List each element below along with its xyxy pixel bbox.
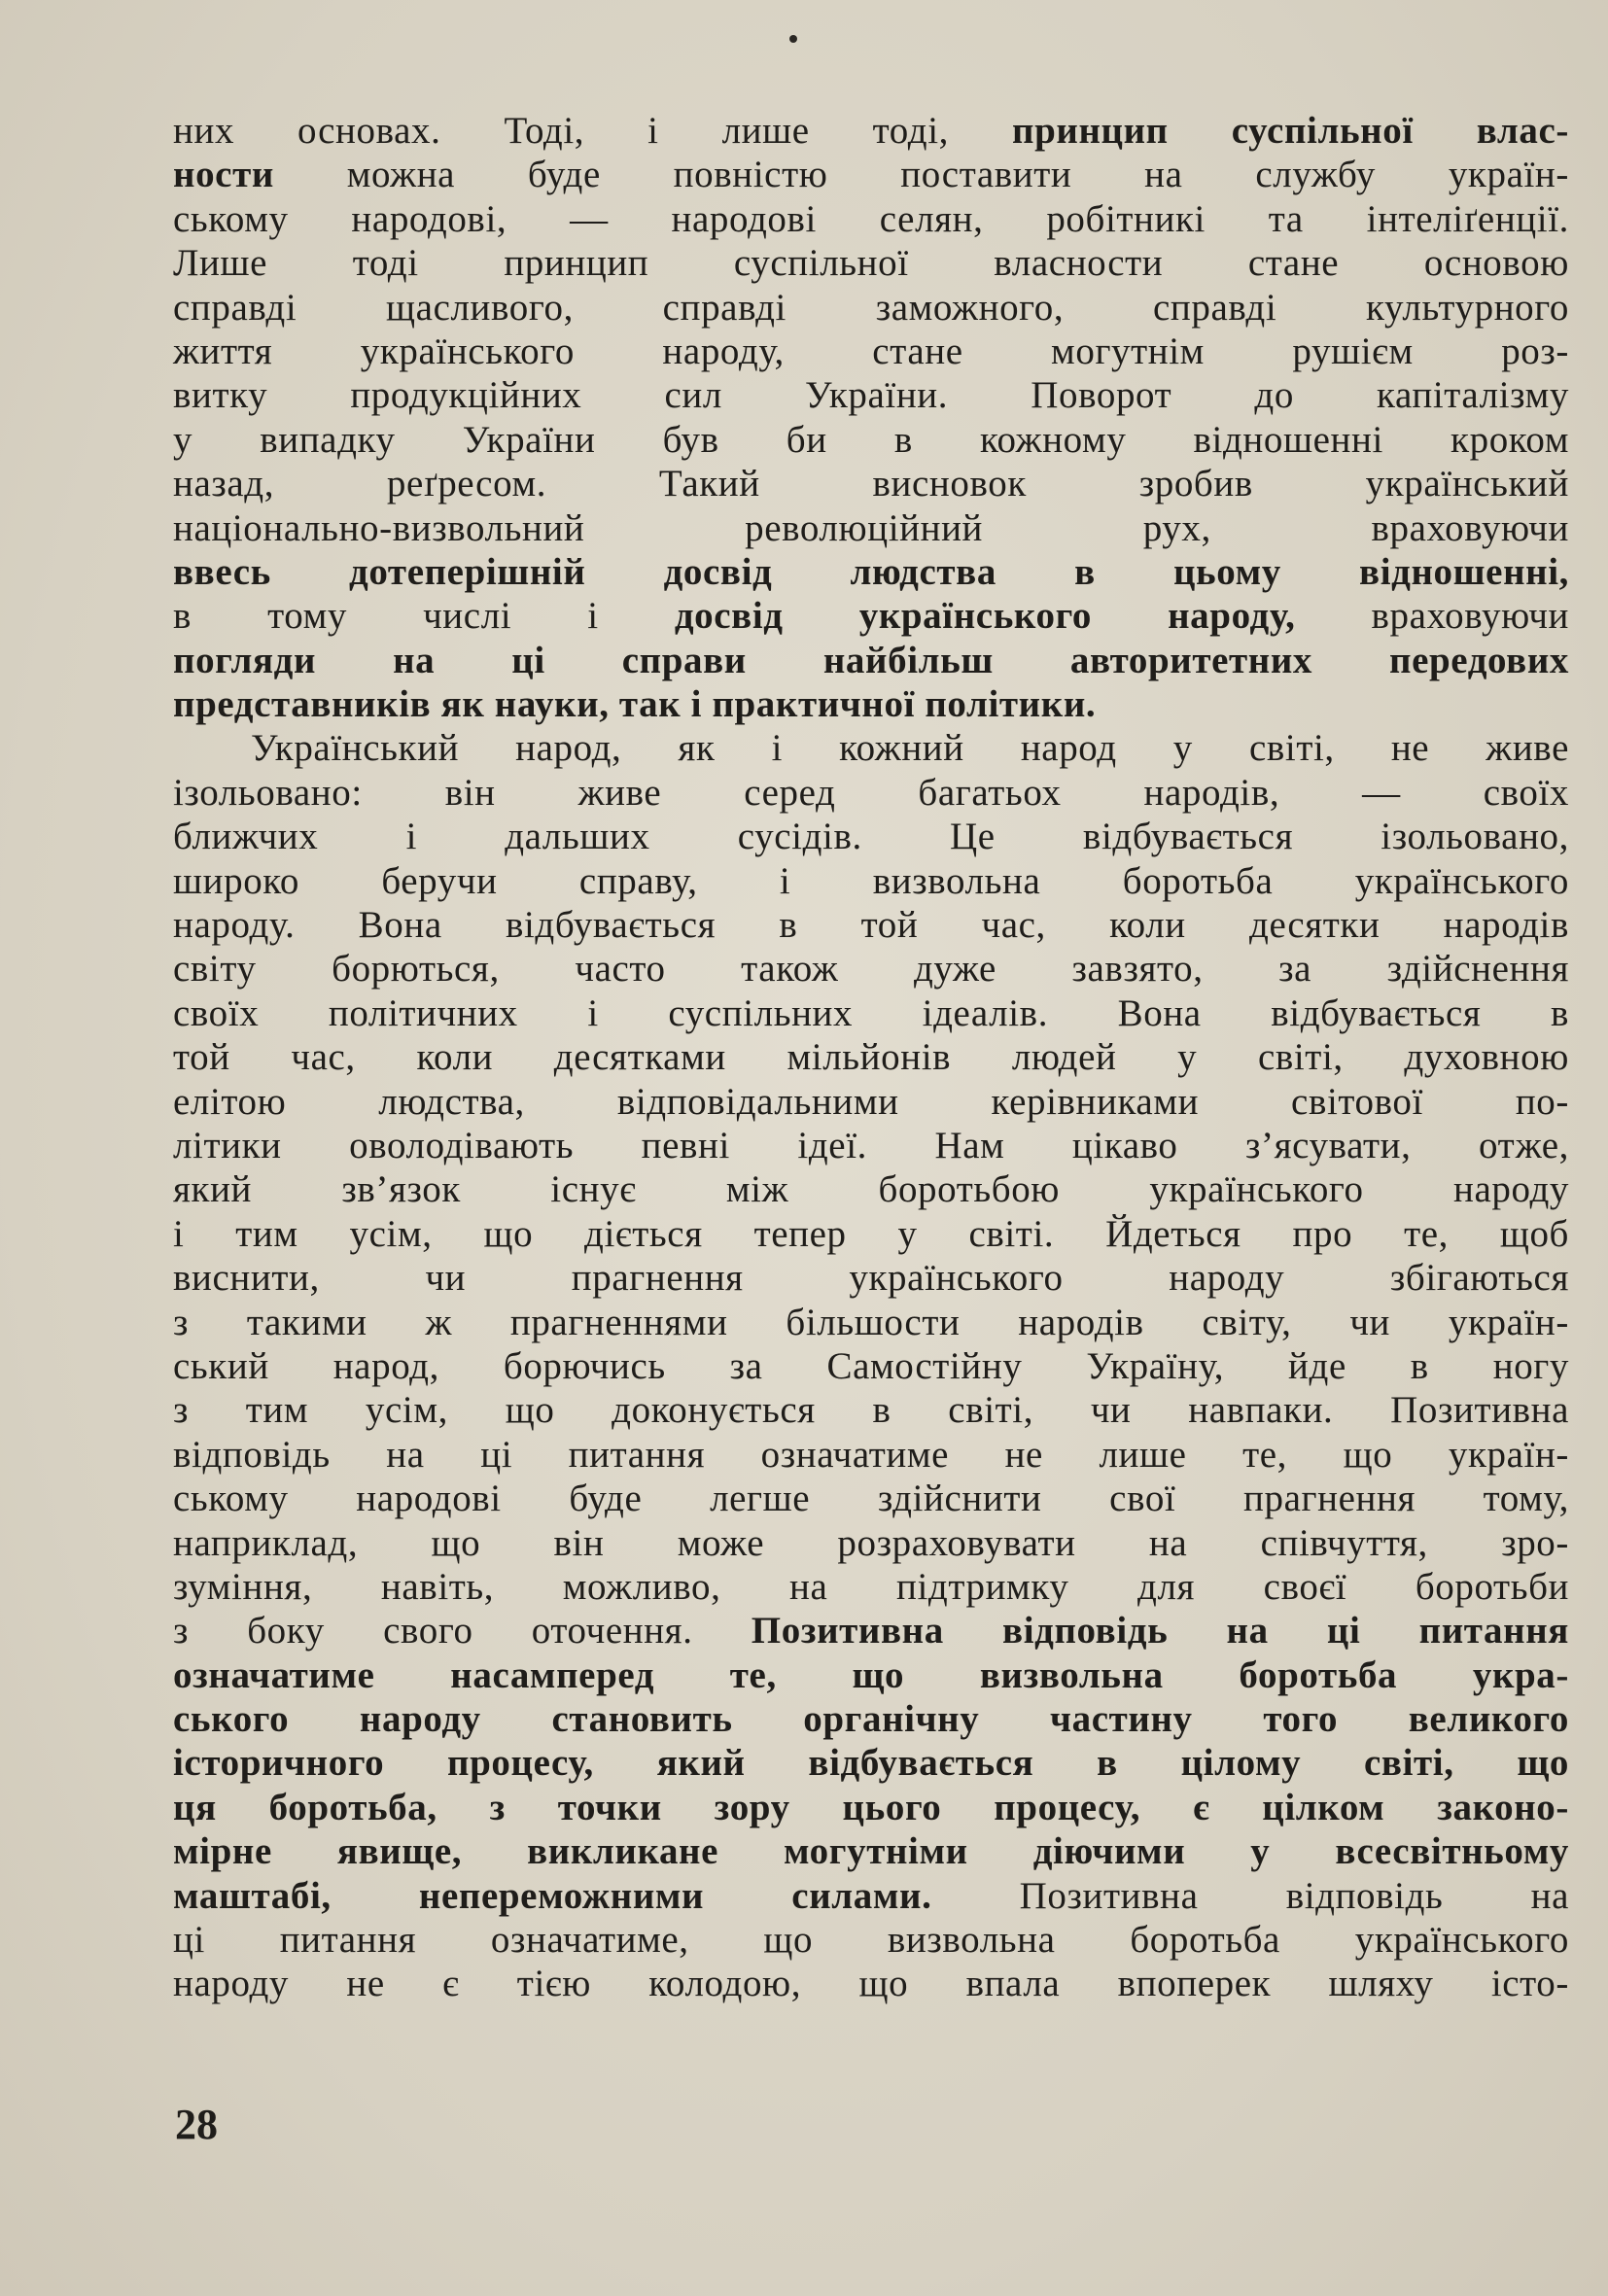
text-segment: з такими ж прагненнями більшости народів світу, чи україн- [173,1301,1569,1343]
text-line [173,1212,1569,1256]
text-segment: народу. Вона відбувається в той час, коли десятки народів [173,904,1569,947]
bold-text-segment: ського народу становить органічну частину того великого [173,1698,1569,1741]
text-segment: ському народові, — народові селян, робітникі та інтеліґенції. [173,197,1569,240]
text-line [173,726,1569,770]
text-segment: відповідь на ці питання означатиме не лише те, що україн- [173,1433,1569,1476]
text-segment: витку продукційних сил України. Поворот до капіталізму [173,374,1569,417]
text-line [173,550,1569,594]
text-line [173,639,1569,682]
body-text [173,109,1569,2006]
text-segment: з тим усім, що доконується в світі, чи навпаки. Позитивна [173,1389,1569,1432]
text-segment: назад, реґресом. Такий висновок зробив український [173,463,1569,505]
bold-text-segment: представників як науки, так і практичної політики. [173,683,1097,726]
text-line [173,1653,1569,1697]
text-line [173,241,1569,285]
text-segment: і тим усім, що діється тепер у світі. Йдеться про те, щоб [173,1212,1569,1255]
bold-text-segment: маштабі, непереможними силами. [173,1874,932,1917]
text-line [173,594,1569,638]
text-line [173,1741,1569,1785]
text-line [173,1080,1569,1124]
text-segment: народу не є тією колодою, що впала впоперек шляху істо- [173,1963,1569,2005]
text-line [173,330,1569,373]
text-line [173,153,1569,196]
text-segment: широко беручи справу, і визвольна боротьба українського [173,859,1569,902]
text-line [173,771,1569,815]
text-segment: ці питання означатиме, що визвольна боротьба українського [173,1919,1569,1962]
text-segment: враховуючи [1295,595,1570,638]
text-line [173,1697,1569,1741]
text-line [173,947,1569,991]
page-number: 28 [175,2101,218,2148]
text-line [173,1521,1569,1565]
text-line [173,1829,1569,1873]
bold-text-segment: історичного процесу, який відбувається в цілому світі, що [173,1742,1569,1785]
text-segment: ському народові буде легше здійснити свої прагнення тому, [173,1478,1569,1520]
text-segment: світу борються, часто також дуже завзято, за здійснення [173,948,1569,991]
text-line [173,1433,1569,1477]
text-line [173,1035,1569,1079]
text-segment: з боку свого оточення. [173,1610,752,1652]
text-line [173,1918,1569,1962]
text-segment: елітою людства, відповідальними керівниками світової по- [173,1080,1569,1123]
bold-text-segment: означатиме насамперед те, що визвольна боротьба укра- [173,1653,1569,1696]
text-segment: життя українського народу, стане могутнім рушієм роз- [173,330,1569,372]
text-line [173,1167,1569,1211]
text-line [173,1124,1569,1167]
text-line [173,1786,1569,1829]
decorative-dot [789,35,797,43]
bold-text-segment: принцип суспільної влас- [1012,110,1570,152]
bold-text-segment: досвід українського народу, [674,595,1296,638]
text-segment: той час, коли десятками мільйонів людей у світі, духовною [173,1036,1569,1079]
text-line [173,1301,1569,1344]
bold-text-segment: Позитивна відповідь на ці питання [751,1610,1569,1652]
bold-text-segment: ности [173,154,274,196]
text-segment: них основах. Тоді, і лише тоді, [173,110,1013,152]
bold-text-segment: мірне явище, викликане могутніми діючими у всесвітньому [173,1830,1569,1873]
text-segment: справді щасливого, справді заможного, справді культурного [173,286,1569,329]
text-segment: який зв’язок існує між боротьбою українського народу [173,1168,1569,1211]
text-segment: зуміння, навіть, можливо, на підтримку для своєї боротьби [173,1565,1569,1608]
text-line [173,815,1569,858]
text-line [173,109,1569,153]
text-line [173,1874,1569,1918]
text-segment: Лише тоді принцип суспільної власности стане основою [173,242,1569,285]
bold-text-segment: ввесь дотеперішній досвід людства в цьому відношенні, [173,550,1569,593]
text-segment: ізольовано: він живе серед багатьох народів, — своїх [173,771,1569,814]
text-line [173,1388,1569,1432]
text-segment: своїх політичних і суспільних ідеалів. Вона відбувається в [173,991,1569,1034]
bold-text-segment: ця боротьба, з точки зору цього процесу, є цілком законо- [173,1786,1569,1828]
text-line [173,286,1569,330]
text-line [173,506,1569,550]
text-segment: Позитивна відповідь на [931,1874,1569,1917]
text-segment: наприклад, що він може розраховувати на співчуття, зро- [173,1521,1569,1564]
text-line [173,1344,1569,1388]
text-segment: у випадку України був би в кожному відношенні кроком [173,418,1569,461]
text-line [173,1477,1569,1520]
text-line [173,859,1569,903]
text-line [173,418,1569,462]
text-segment: ближчих і дальших сусідів. Це відбувається ізольовано, [173,816,1569,858]
text-segment: ський народ, борючись за Самостійну Україну, йде в ногу [173,1344,1569,1387]
bold-text-segment: погляди на ці справи найбільш авторитетних передових [173,639,1569,681]
text-line [173,991,1569,1035]
text-line [173,373,1569,417]
text-line [173,1565,1569,1609]
text-segment: в тому числі і [173,595,675,638]
text-line [173,682,1569,726]
text-line [173,1609,1569,1652]
text-segment: літики оволодівають певні ідеї. Нам цікаво з’ясувати, отже, [173,1124,1569,1166]
text-line [173,197,1569,241]
text-line [173,1962,1569,2005]
text-line [173,462,1569,505]
text-segment: Український народ, як і кожний народ у світі, не живе [251,727,1569,770]
text-segment: виснити, чи прагнення українського народу збігаються [173,1257,1569,1300]
text-line [173,903,1569,947]
text-segment: можна буде повністю поставити на службу україн- [273,154,1569,196]
text-segment: національно-визвольний революційний рух, враховуючи [173,506,1569,549]
text-line [173,1256,1569,1300]
